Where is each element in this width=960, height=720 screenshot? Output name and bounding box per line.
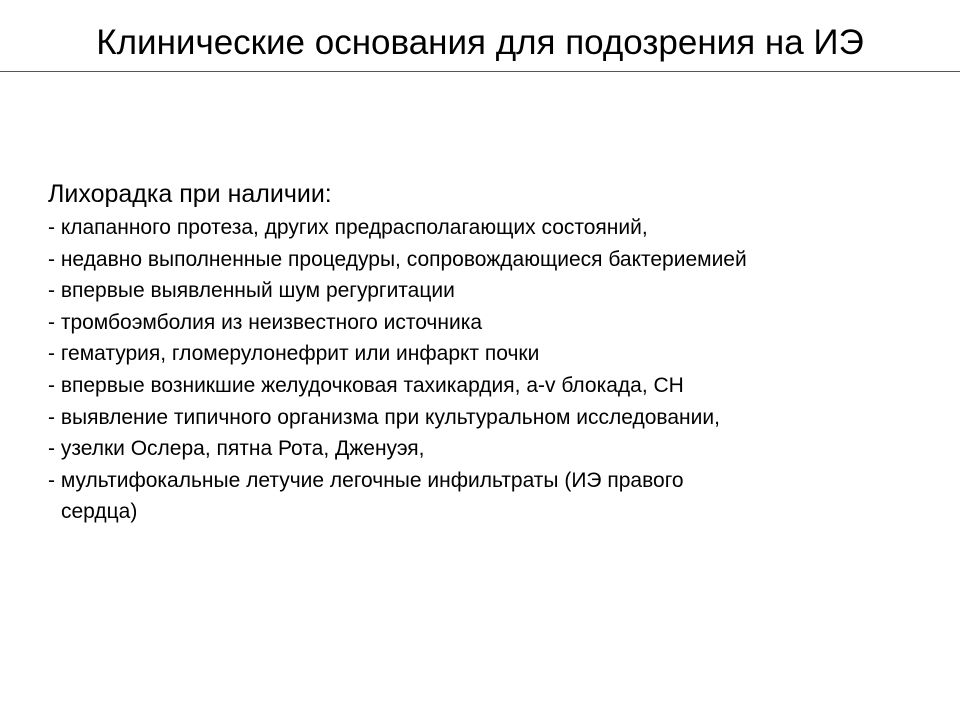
lead-text: Лихорадка при наличии: [48,180,332,208]
list-item: - узелки Ослера, пятна Рота, Дженуэя, [48,437,425,461]
list-item: - мультифокальные летучие легочные инфильтраты (ИЭ правого [48,468,684,492]
list-item: - недавно выполненные процедуры, сопровождающиеся бактериемией [48,247,747,271]
title-divider [0,71,960,72]
list-item: - клапанного протеза, других предрасполагающих состояний, [48,216,648,239]
slide-title: Клинические основания для подозрения на ИЭ [96,23,864,62]
list-item-continuation: сердца) [61,500,138,524]
list-item: - впервые возникшие желудочковая тахикардия, a-v блокада, СН [48,373,684,397]
slide-body [48,176,948,528]
criteria-list [48,212,948,528]
list-item: - тромбоэмболия из неизвестного источника [48,310,483,334]
list-item: - гематурия, гломерулонефрит или инфаркт почки [48,342,540,366]
list-item: - впервые выявленный шум регургитации [48,279,455,303]
list-item: - выявление типичного организма при культуральном исследовании, [48,405,720,429]
